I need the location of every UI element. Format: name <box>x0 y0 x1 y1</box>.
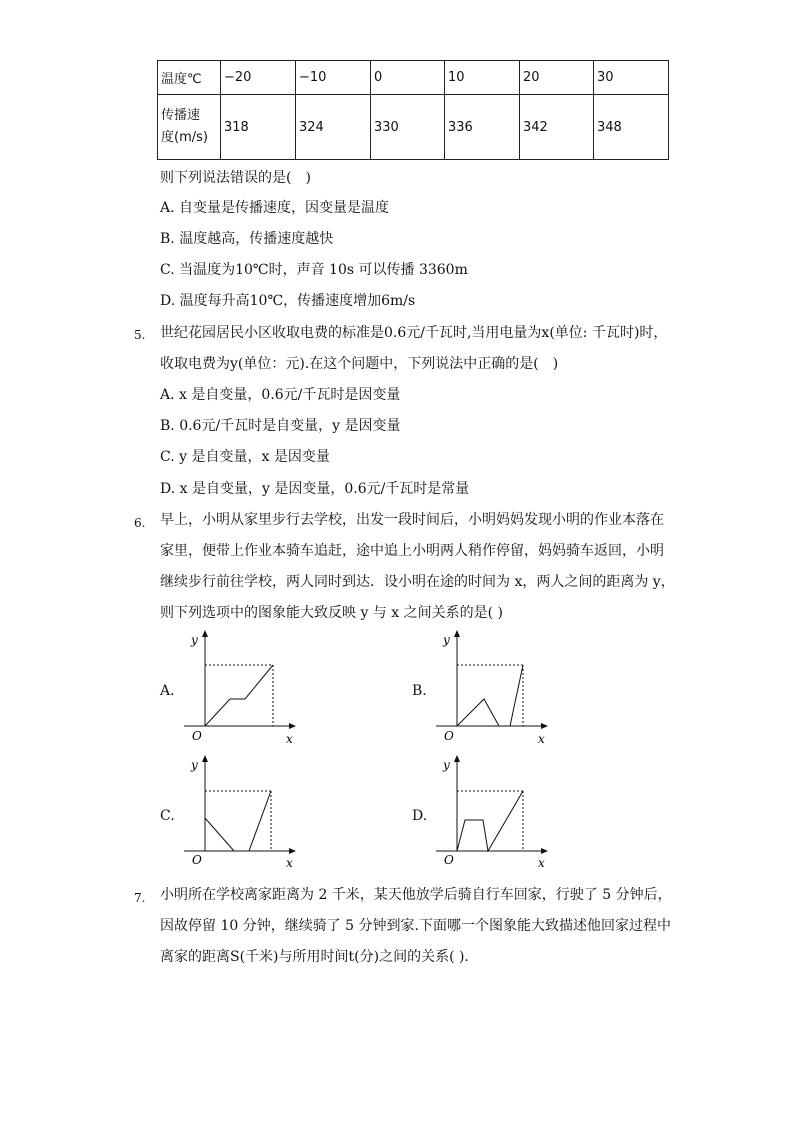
graph-option-a <box>176 628 302 746</box>
table-cell: 318 <box>221 95 296 160</box>
q5-option-c: C. y 是自变量，x 是因变量 <box>160 449 330 465</box>
temperature-speed-table <box>157 60 669 160</box>
table-cell: 温度℃ <box>158 61 221 95</box>
q4-stem: 则下列说法错误的是( ) <box>160 170 311 186</box>
q7-stem-line1: 小明所在学校离家距离为 2 千米，某天他放学后骑自行车回家，行驶了 5 分钟后， <box>160 887 672 903</box>
origin-label: O <box>444 853 454 867</box>
graph-option-d <box>428 752 554 870</box>
table-cell: 348 <box>594 95 669 160</box>
q6-stem-line1: 早上，小明从家里步行去学校，出发一段时间后，小明妈妈发现小明的作业本落在 <box>160 512 664 528</box>
q4-option-d: D. 温度每升高10℃，传播速度增加6m/s <box>160 293 416 309</box>
x-axis-label: x <box>286 856 293 870</box>
q5-option-d: D. x 是自变量，y 是因变量，0.6元/千瓦时是常量 <box>160 481 470 497</box>
table-cell: 30 <box>594 61 669 95</box>
y-axis-label: y <box>443 758 450 772</box>
y-axis-label: y <box>191 633 198 647</box>
origin-label: O <box>444 729 454 743</box>
row-label-line2: 度(m/s) <box>161 130 208 145</box>
table-cell: 10 <box>445 61 520 95</box>
q6-stem-line2: 家里，便带上作业本骑车追赶，途中追上小明两人稍作停留，妈妈骑车返回，小明 <box>160 543 664 559</box>
q6-number: 6. <box>134 516 146 530</box>
q5-number: 5. <box>134 328 146 342</box>
q4-option-c: C. 当温度为10℃时，声音 10s 可以传播 3360m <box>160 262 468 278</box>
graph-label-d: D. <box>412 808 428 824</box>
y-axis-label: y <box>191 758 198 772</box>
table-cell: −10 <box>296 61 371 95</box>
q6-stem-line4: 则下列选项中的图象能大致反映 y 与 x 之间关系的是( ) <box>160 605 503 621</box>
q4-option-b: B. 温度越高，传播速度越快 <box>160 231 334 247</box>
row-label-line1: 传播速 <box>161 108 201 123</box>
table-cell: 336 <box>445 95 520 160</box>
x-axis-label: x <box>538 732 545 746</box>
graph-label-a: A. <box>160 683 175 699</box>
x-axis-label: x <box>538 856 545 870</box>
table-cell: 324 <box>296 95 371 160</box>
graph-option-b <box>428 628 554 746</box>
q5-stem-line1: 世纪花园居民小区收取电费的标准是0.6元/千瓦时,当用电量为x(单位: 千瓦时)时， <box>160 325 668 341</box>
table-row-label <box>158 95 221 160</box>
q5-stem-line2: 收取电费为y(单位：元).在这个问题中，下列说法中正确的是( ) <box>160 356 559 372</box>
table-cell: 0 <box>371 61 445 95</box>
q5-option-a: A. x 是自变量，0.6元/千瓦时是因变量 <box>160 387 401 403</box>
x-axis-label: x <box>286 732 293 746</box>
q7-stem-line2: 因故停留 10 分钟，继续骑了 5 分钟到家.下面哪一个图象能大致描述他回家过程中 <box>160 918 671 934</box>
q4-option-a: A. 自变量是传播速度，因变量是温度 <box>160 200 390 216</box>
table-cell: 20 <box>520 61 594 95</box>
origin-label: O <box>192 853 202 867</box>
table-header-row <box>158 61 669 95</box>
q6-stem-line3: 继续步行前往学校，两人同时到达．设小明在途的时间为 x，两人之间的距离为 y， <box>160 574 675 590</box>
graph-label-c: C. <box>160 808 175 824</box>
graph-option-c <box>176 752 302 870</box>
q5-option-b: B. 0.6元/千瓦时是自变量，y 是因变量 <box>160 418 401 434</box>
table-cell: 342 <box>520 95 594 160</box>
table-row <box>158 95 669 160</box>
graph-label-b: B. <box>412 683 427 699</box>
q7-stem-line3: 离家的距离S(千米)与所用时间t(分)之间的关系( ). <box>160 949 469 965</box>
origin-label: O <box>192 729 202 743</box>
table-cell: 330 <box>371 95 445 160</box>
q7-number: 7. <box>134 891 146 905</box>
table-cell: −20 <box>221 61 296 95</box>
y-axis-label: y <box>443 633 450 647</box>
